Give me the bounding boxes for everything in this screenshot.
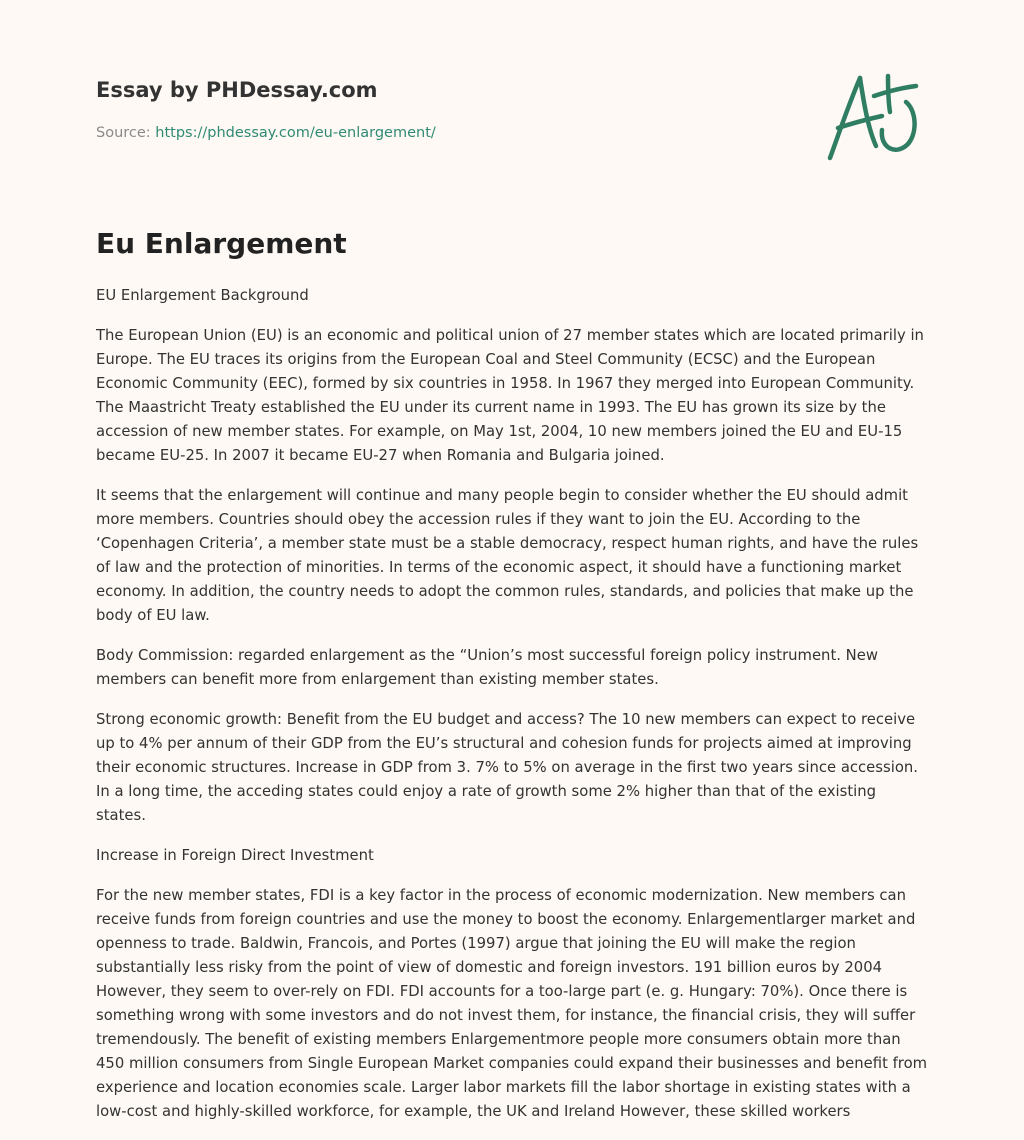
source-link[interactable]: https://phdessay.com/eu-enlargement/: [155, 125, 436, 141]
site-title: Essay by PHDessay.com: [96, 78, 378, 102]
source-label: Source:: [96, 125, 151, 141]
paragraph: For the new member states, FDI is a key factor in the process of economic modernization. New members can receive funds from foreign countries and use the money to boost the economy. Enlargementlarger market and openness to trade. Baldwin, Francois, and Portes (1997) argue that joining the EU will make the region substantially less risky from the point of view of domestic and foreign investors. 191 billion euros by 2004 However, they seem to over-rely on FDI. FDI accounts for a too-large part (e. g. Hungary: 70%). Once there is something wrong with some investors and do not invest them, for instance, the financial crisis, they will suffer tremendously. The benefit of existing members Enlargementmore people more consumers obtain more than 450 million consumers from Single European Market companies could expand their businesses and benefit from experience and location economies scale. Larger labor markets fill the labor shortage in existing states with a low-cost and highly-skilled workforce, for example, the UK and Ireland However, these skilled workers: [96, 887, 928, 1120]
essay-body: [96, 284, 928, 1140]
paragraph: Body Commission: regarded enlargement as the “Union’s most successful foreign policy instrument. New members can benefit more from enlargement than existing member states.: [96, 647, 878, 688]
a-plus-logo-icon: [820, 66, 930, 166]
section-heading: Increase in Foreign Direct Investment: [96, 847, 374, 864]
paragraph: The European Union (EU) is an economic and political union of 27 member states which are located primarily in Europe. The EU traces its origins from the European Coal and Steel Community (ECSC) and the European Economic Community (EEC), formed by six countries in 1958. In 1967 they merged into European Community. The Maastricht Treaty established the EU under its current name in 1993. The EU has grown its size by the accession of new member states. For example, on May 1st, 2004, 10 new members joined the EU and EU-15 became EU-25. In 2007 it became EU-27 when Romania and Bulgaria joined.: [96, 327, 924, 464]
section-heading: EU Enlargement Background: [96, 287, 309, 304]
paragraph: It seems that the enlargement will continue and many people begin to consider whether the EU should admit more members. Countries should obey the accession rules if they want to join the EU. According to the ‘Copenhagen Criteria’, a member state must be a stable democracy, respect human rights, and have the rules of law and the protection of minorities. In terms of the economic aspect, it should have a functioning market economy. In addition, the country needs to adopt the common rules, standards, and policies that make up the body of EU law.: [96, 487, 919, 624]
paragraph: Strong economic growth: Benefit from the EU budget and access? The 10 new members can expect to receive up to 4% per annum of their GDP from the EU’s structural and cohesion funds for projects aimed at improving their economic structures. Increase in GDP from 3. 7% to 5% on average in the first two years since accession. In a long time, the acceding states could enjoy a rate of growth some 2% higher than that of the existing states.: [96, 711, 918, 824]
source-line: [96, 123, 436, 143]
essay-title: Eu Enlargement: [96, 227, 347, 260]
